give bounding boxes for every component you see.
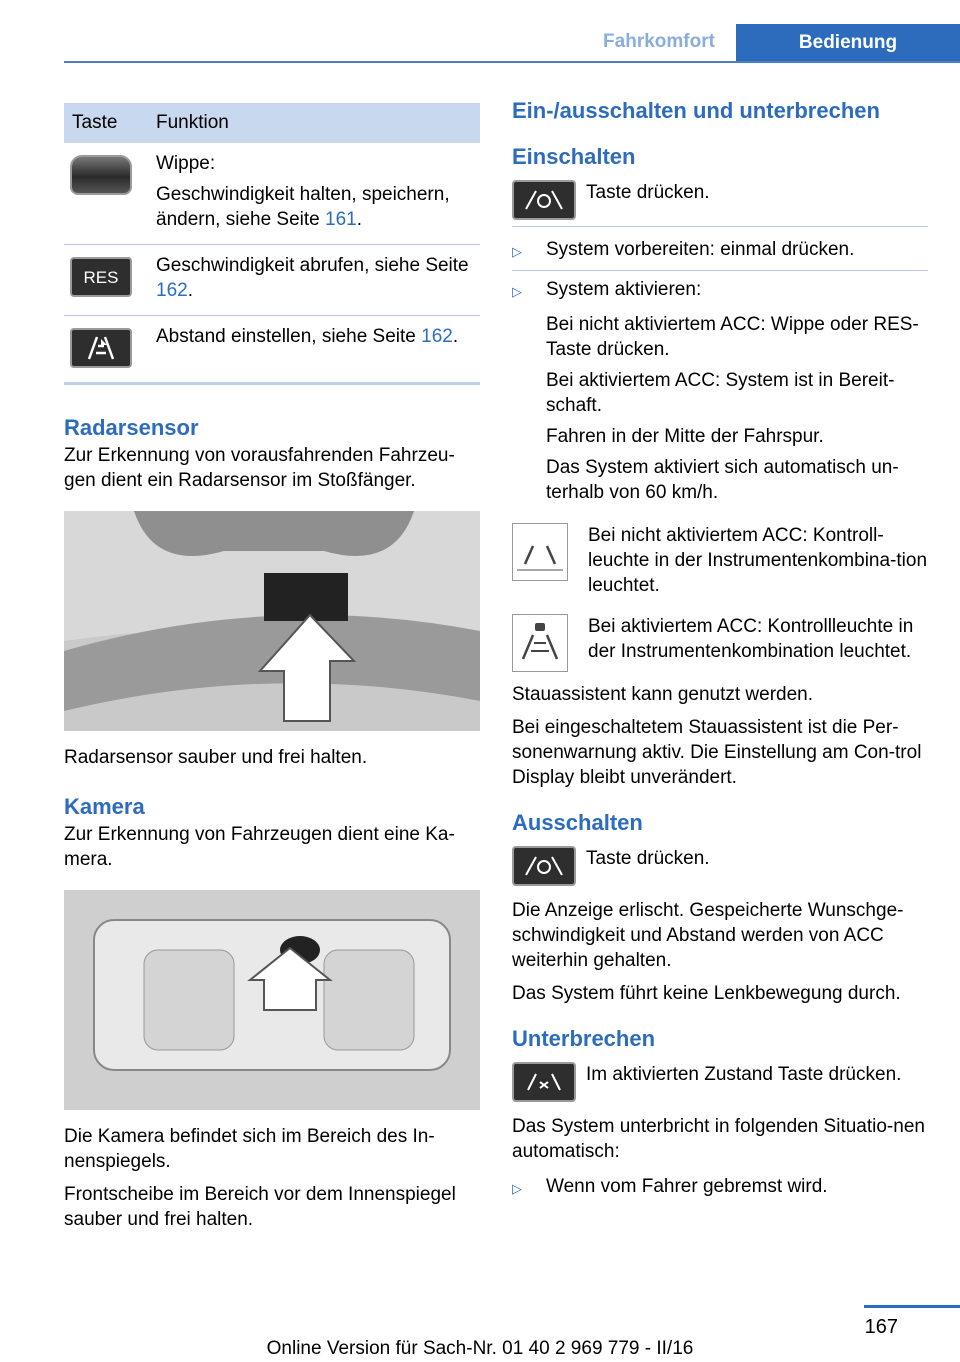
row-end: . [187, 280, 193, 301]
page-link[interactable]: 162 [156, 280, 188, 301]
row-text: Geschwindigkeit abrufen, siehe Seite [156, 255, 469, 276]
indicator-text-2: Bei aktiviertem ACC: Kontrollleuchte in der Instrumentenkombination leuchtet. [588, 616, 914, 662]
list-subtext: Bei aktiviertem ACC: System ist in Bereit-schaft. [546, 370, 895, 416]
radar-text: Zur Erkennung von vorausfahrenden Fahrzeu-gen dient ein Radarsensor im Stoßfänger. [64, 445, 455, 491]
triangle-bullet-icon: ▷ [512, 244, 522, 259]
ausschalten-text: Taste drücken. [586, 848, 710, 869]
indicator-text-1: Bei nicht aktiviertem ACC: Kontroll-leuchte in der Instrumentenkombina-tion leuchtet. [588, 525, 928, 596]
header-tab-fahrkomfort[interactable]: Fahrkomfort [603, 31, 715, 52]
list-subtext: Bei nicht aktiviertem ACC: Wippe oder RES-Taste drücken. [546, 314, 919, 360]
interrupt-icon [512, 1062, 576, 1102]
camera-image [64, 890, 480, 1110]
steering-wheel-icon [512, 846, 576, 886]
list-text: Wenn vom Fahrer gebremst wird. [546, 1176, 828, 1197]
stau-detail: Bei eingeschaltetem Stauassistent ist die Per-sonenwarnung aktiv. Die Einstellung am Con-trol Display bleibt unverändert. [512, 717, 922, 788]
table-header-funktion: Funktion [148, 103, 480, 143]
auto-text: Das System unterbricht in folgenden Situatio-nen automatisch: [512, 1116, 925, 1162]
triangle-bullet-icon: ▷ [512, 1181, 522, 1196]
list-text: System vorbereiten: einmal drücken. [546, 239, 855, 260]
page-link[interactable]: 161 [325, 209, 357, 230]
camera-caption-1: Die Kamera befindet sich im Bereich des In-nenspiegels. [64, 1126, 435, 1172]
rocker-switch-icon [70, 155, 132, 195]
ausschalten-heading: Ausschalten [512, 810, 643, 835]
section-title: Ein-/ausschalten und unterbrechen [512, 98, 880, 123]
header-divider [64, 61, 960, 63]
list-item [512, 231, 928, 271]
footer-divider [864, 1305, 960, 1308]
camera-heading: Kamera [64, 794, 145, 819]
lenk-text: Das System führt keine Lenkbewegung durch. [512, 983, 901, 1004]
list-item [512, 271, 928, 310]
einschalten-heading: Einschalten [512, 144, 636, 169]
table-row [64, 143, 480, 245]
table-row [64, 245, 480, 316]
list-subtext: Fahren in der Mitte der Fahrspur. [546, 426, 824, 447]
page-number: 167 [864, 1316, 898, 1338]
radar-caption: Radarsensor sauber und frei halten. [64, 747, 368, 768]
row-end: . [452, 326, 459, 347]
radar-sensor-image [64, 511, 480, 731]
einschalten-text: Taste drücken. [586, 182, 710, 203]
res-label: RES [83, 267, 119, 287]
row-label: Wippe: [156, 153, 216, 174]
left-column [64, 103, 480, 1232]
list-text: System aktivieren: [546, 279, 702, 300]
unterbrechen-heading: Unterbrechen [512, 1026, 656, 1051]
camera-text: Zur Erkennung von Fahrzeugen dient eine Ka-mera. [64, 824, 455, 870]
distance-icon [70, 328, 132, 368]
row-text: Abstand einstellen, siehe Seite [156, 326, 422, 347]
list-item [512, 1168, 928, 1207]
header-tab-bedienung[interactable]: Bedienung [736, 24, 960, 62]
lane-indicator-icon [512, 523, 568, 581]
ausschalten-detail: Die Anzeige erlischt. Gespeicherte Wunschge-schwindigkeit und Abstand werden von ACC weiterhin gehalten. [512, 900, 904, 971]
table-header-taste: Taste [64, 103, 148, 143]
footer-text: Online Version für Sach-Nr. 01 40 2 969 779 - II/16 [266, 1338, 694, 1359]
function-table [64, 103, 480, 385]
list-subtext: Das System aktiviert sich automatisch un-terhalb von 60 km/h. [546, 457, 899, 503]
row-text: Geschwindigkeit halten, speichern, ändern, siehe Seite [156, 184, 450, 230]
camera-caption-2: Frontscheibe im Bereich vor dem Innenspiegel sauber und frei halten. [64, 1184, 456, 1230]
radar-heading: Radarsensor [64, 415, 199, 440]
table-row [64, 316, 480, 384]
lane-car-indicator-icon [512, 614, 568, 672]
res-button-icon [70, 257, 132, 297]
page-link[interactable]: 162 [421, 326, 453, 347]
triangle-bullet-icon: ▷ [512, 284, 522, 299]
unterbrechen-text: Im aktivierten Zustand Taste drücken. [586, 1064, 902, 1085]
steering-wheel-icon [512, 180, 576, 220]
stau-text: Stauassistent kann genutzt werden. [512, 684, 814, 705]
right-column [512, 96, 928, 1207]
row-end: . [356, 209, 362, 230]
